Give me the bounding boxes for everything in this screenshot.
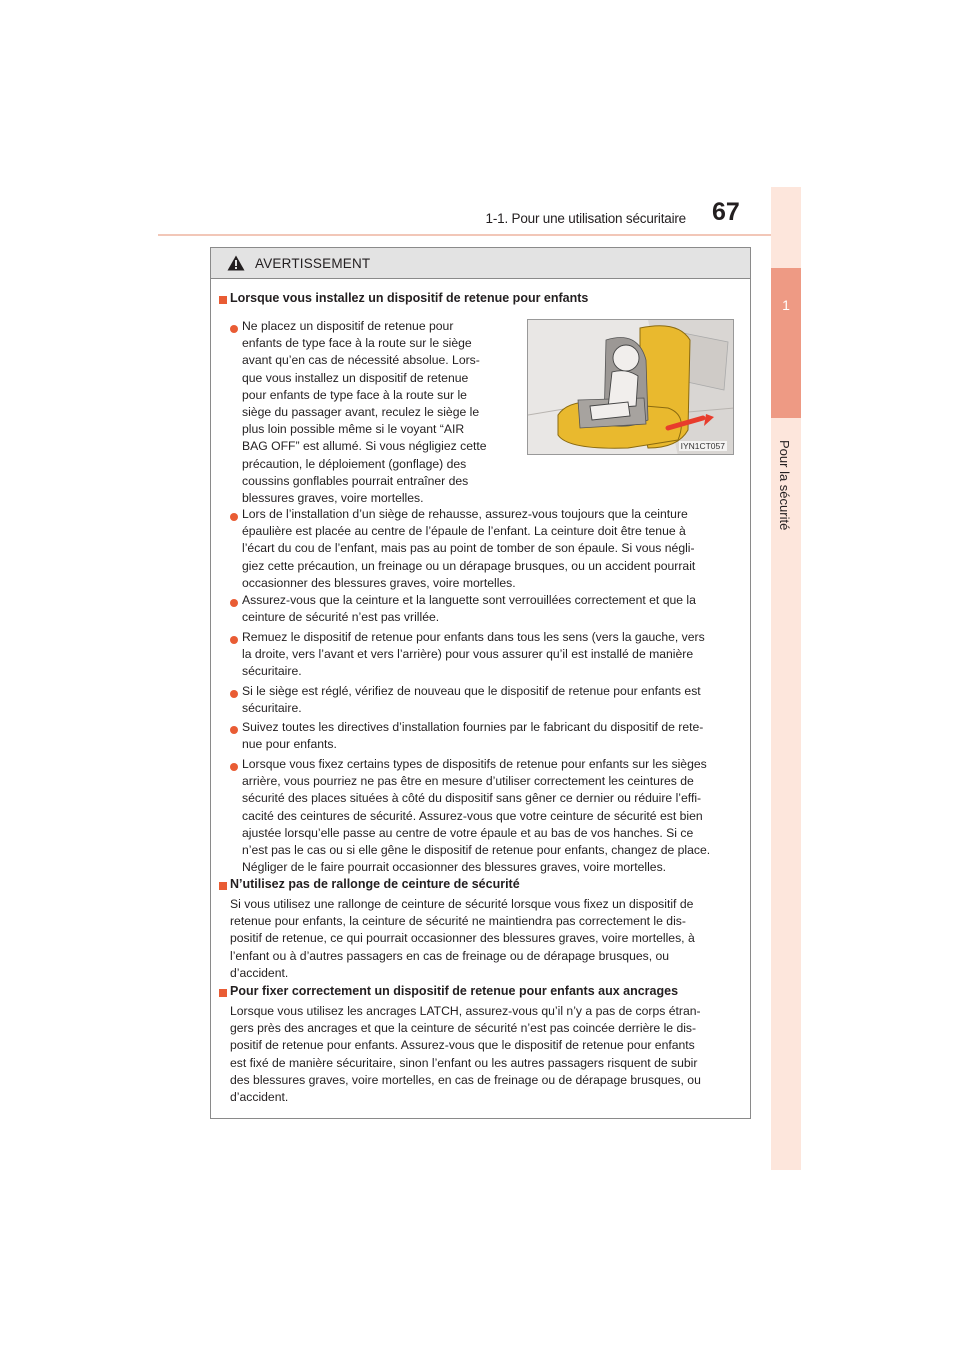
warning-box bbox=[210, 247, 751, 1119]
chapter-number: 1 bbox=[782, 297, 790, 313]
bullet-marker bbox=[230, 763, 238, 771]
section-marker bbox=[219, 882, 227, 890]
bullet-marker bbox=[230, 513, 238, 521]
child-seat-drawing bbox=[528, 320, 734, 455]
header-rule bbox=[158, 234, 798, 236]
bullet-text: Suivez toutes les directives d’installation fournies par le fabricant du dispositif de rete- nue pour enfants. bbox=[242, 720, 704, 752]
warning-title: AVERTISSEMENT bbox=[255, 256, 371, 271]
warning-triangle-icon bbox=[227, 255, 245, 271]
section-text: Lorsque vous utilisez les ancrages LATCH, assurez-vous qu’il n’y a pas de corps étran- gers près des ancrages et que la ceinture de sécurité n’est pas coincée derrière le dis- positif de retenue pour enfants. Assurez-vous que le dispositif de retenue pour enfants est fixé de manière sécuritaire, sinon l’enfant ou les autres passagers risquent de subir des blessures graves, voire mortelles, en cas de freinage ou de dérapage brusques, ou d’accident. bbox=[230, 1004, 701, 1105]
bullet-marker bbox=[230, 325, 238, 333]
section-heading: Lorsque vous installez un dispositif de retenue pour enfants bbox=[230, 291, 589, 305]
bullet-marker bbox=[230, 726, 238, 734]
section-heading: Pour fixer correctement un dispositif de retenue pour enfants aux ancrages bbox=[230, 984, 679, 998]
bullet-text: Lorsque vous fixez certains types de dispositifs de retenue pour enfants sur les sièges arrière, vous pourriez ne pas être en mesure d’utiliser correctement les ceintures de sécurité des places situées à côté du dispositif sans gêner ce dernier ou réduire l’effi- cacité des ceintures de sécurité. Assurez-vous que votre ceinture de sécurité est bien ajustée lorsqu’elle passe au centre de votre épaule et au bas de vos hanches. Si ce n’est pas le cas ou si elle gêne le dispositif de retenue pour enfants, changez de place. Négliger de le faire pourrait occasionner des blessures graves, voire mortelles. bbox=[242, 757, 711, 875]
page-number: 67 bbox=[712, 198, 740, 226]
chapter-tab[interactable] bbox=[771, 268, 801, 418]
section-text: Si vous utilisez une rallonge de ceinture de sécurité lorsque vous fixez un dispositif de retenue pour enfants, la ceinture de sécurité ne maintiendra pas correctement le dis- positif de retenue, ce qui pourrait occasionner des blessures graves, voire mortelles, à l’enfant ou à d’autres passagers en cas de freinage ou de dérapage brusques, ou d’accident. bbox=[230, 897, 695, 980]
chapter-label: Pour la sécurité bbox=[777, 440, 792, 531]
bullet-text: Si le siège est réglé, vérifiez de nouveau que le dispositif de retenue pour enfants est sécuritaire. bbox=[242, 684, 701, 716]
bullet-text: Ne placez un dispositif de retenue pour enfants de type face à la route sur le siège avant qu’en cas de nécessité absolue. Lors- que vous installez un dispositif de retenue pour enfants de type face à la route sur le siège du passager avant, reculez le siège le plus loin possible même si le voyant “AIR BAG OFF” est allumé. Si vous négligiez cette précaution, le déploiement (gonflage) des coussins gonflables pourrait entraîner des blessures graves, voire mortelles. bbox=[242, 319, 487, 506]
section-marker bbox=[219, 989, 227, 997]
section-heading: N’utilisez pas de rallonge de ceinture de sécurité bbox=[230, 877, 520, 891]
bullet-text: Assurez-vous que la ceinture et la languette sont verrouillées correctement et que la ceinture de sécurité n’est pas vrillée. bbox=[242, 593, 696, 625]
bullet-text: Remuez le dispositif de retenue pour enfants dans tous les sens (vers la gauche, vers la droite, vers l’avant et vers l’arrière) pour vous assurer qu’il est installé de manière sécuritaire. bbox=[242, 630, 705, 679]
section-title: 1-1. Pour une utilisation sécuritaire bbox=[485, 211, 686, 226]
bullet-marker bbox=[230, 599, 238, 607]
section-marker bbox=[219, 296, 227, 304]
child-seat-illustration bbox=[527, 319, 734, 455]
bullet-text: Lors de l’installation d’un siège de rehausse, assurez-vous toujours que la ceinture épaulière est placée au centre de l’épaule de l’enfant. La ceinture doit être tenue à l’écart du cou de l’enfant, mais pas au point de tomber de son épaule. Si vous négli- giez cette précaution, un freinage ou un dérapage brusques, ou un accident pourrait occasionner des blessures graves, voire mortelles. bbox=[242, 507, 696, 590]
bullet-marker bbox=[230, 690, 238, 698]
warning-header bbox=[211, 248, 750, 279]
figure-code: IYN1CT057 bbox=[680, 441, 725, 451]
bullet-marker bbox=[230, 636, 238, 644]
